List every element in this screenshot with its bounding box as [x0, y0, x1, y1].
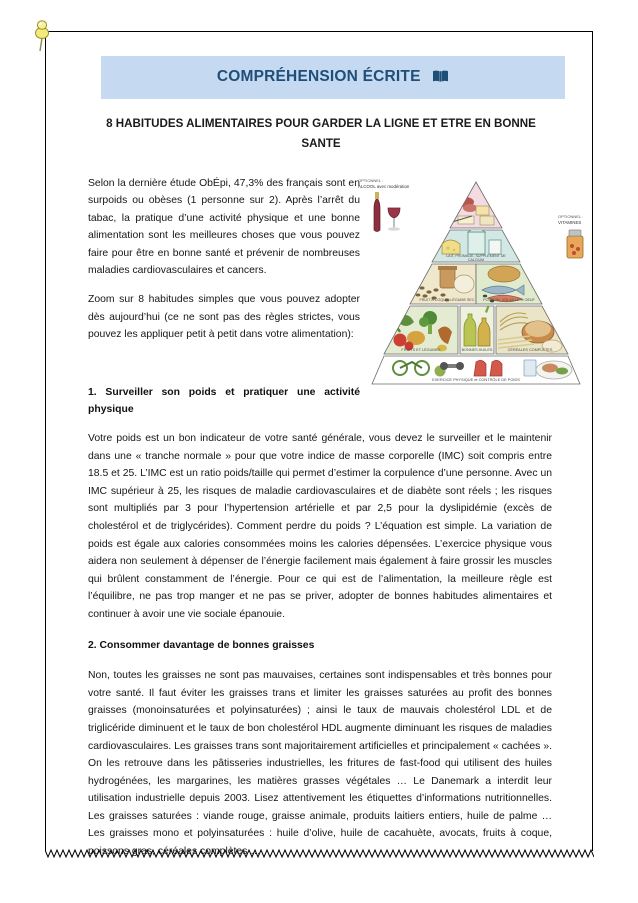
document-title: 8 HABITUDES ALIMENTAIRES POUR GARDER LA LIGNE ET ETRE EN BONNE SANTE	[106, 117, 536, 150]
svg-text:FRUIT À COQUE, LÉGUME SEC: FRUIT À COQUE, LÉGUME SEC	[419, 298, 475, 302]
header-title-text: COMPRÉHENSION ÉCRITE	[216, 67, 421, 85]
body-column	[88, 430, 552, 874]
pyramid-tier-dairy	[432, 226, 520, 262]
section-2-heading: 2. Consommer davantage de bonnes graisses	[88, 639, 315, 651]
svg-text:CALCIUM: CALCIUM	[467, 258, 485, 262]
svg-text:CÉRÉALES COMPLÈTES: CÉRÉALES COMPLÈTES	[507, 348, 553, 352]
section-1-heading: 1. Surveiller son poids et pratiquer une activité physique	[88, 387, 360, 416]
document-content	[46, 32, 592, 858]
svg-text:EXERCICE PHYSIQUE et CONTRÔLE: EXERCICE PHYSIQUE et CONTRÔLE DE POIDS	[432, 377, 520, 382]
pyramid-tier-grains	[496, 306, 568, 354]
svg-text:VITAMINES: VITAMINES	[558, 220, 582, 225]
page-title	[217, 68, 449, 88]
svg-text:OPTIONNEL :: OPTIONNEL :	[558, 214, 584, 219]
food-pyramid-image	[352, 172, 600, 404]
pyramid-side-alcohol	[358, 178, 410, 232]
svg-text:BONNES HUILES: BONNES HUILES	[461, 348, 493, 352]
section-1-paragraph-1: Votre poids est un bon indicateur de votre santé générale, vous devez le surveiller et le maintenir dans une « tranche normale » pour que votre indice de masse corporelle (IMC) soit compris entre 18.5 et 25. L’IMC est un ratio poids/taille qui permet d’estimer la corpulence d’une personne. Avec un IMC supérieur à 25, les risques de maladie cardiovasculaires et de diabète sont réels ; les risques sont multipliés par 3 pour l’hypertension artérielle et par 2,5 pour la dyslipidémie (excès de cholestérol et de triglycérides). Comment perdre du poids ? L’équation est simple. La variation de poids est égale aux calories consommées moins les calories dépensées. L’exercice physique vous aidera non seulement à dépenser de l’énergie facilement mais également à faire grossir les muscles qui brûlent constamment de l’énergie. Pour ce qui est de l’alimentation, la meilleure règle est l’équilibre, ne pas trop manger et ne pas se priver, adopter de bonnes habitudes alimentaires et continuer à avoir une vie sociale épanouie.	[88, 433, 552, 620]
pyramid-tier-proteins-right	[476, 264, 542, 304]
intro-column	[88, 175, 360, 344]
section-2-paragraph-1: Non, toutes les graisses ne sont pas mauvaises, certaines sont indispensables et très bonnes pour votre santé. Il faut éviter les graisses trans et limiter les graisses saturées au profit des bonnes graisses (monoinsaturées et polyinsaturées) ; ainsi le taux de mauvais cholestérol LDL et de triglicéride diminuent et le taux de bon cholestérol HDL augmente diminuant les risques de maladies cardiovasculaires. Les graisses trans sont majoritairement artificielles et principalement « cachées ». On les retrouve dans les pâtisseries industrielles, les fritures de fast-food qui utilisent des huiles hydrogénées, les margarines, les matières grasses végétales … Le Danemark a interdit leur utilisation industrielle depuis 2003. Lisez attentivement les étiquettes d’informations nutritionnelles. Les graisses saturées : viande rouge, graisse animale, produits laitiers entiers, huile de palme … Les graisses mono et polyinsaturées : huile d’olive, huile de cacahuète, avocats, fruits à coque, poissons gras, céréales complètes …	[88, 670, 552, 858]
intro-paragraph-1: Selon la dernière étude ObÉpi, 47,3% des français sont en surpoids ou obèses (1 personne sur 2). Après l’arrêt du tabac, la pratique d’une activité physique et une bonne alimentation sont les meilleures choses que vous pouvez faire pour être en bonne santé et prévenir de nombreuses maladies cardiovasculaires et cancers.	[88, 178, 360, 277]
pyramid-side-vitamins	[558, 214, 583, 258]
svg-text:POISSON, VOLAILLE et OEUF: POISSON, VOLAILLE et OEUF	[483, 298, 535, 302]
pyramid-tier-proteins-left	[410, 264, 476, 304]
svg-text:ALCOOL avec modération: ALCOOL avec modération	[358, 184, 410, 189]
pushpin-icon	[29, 18, 55, 52]
pyramid-tier-vegetables	[384, 306, 458, 354]
intro-paragraph-2: Zoom sur 8 habitudes simples que vous pouvez adopter dès aujourd’hui (ce ne sont pas des règles strictes, vous pouvez les appliquer petit à petit dans votre alimentation):	[88, 294, 360, 341]
pyramid-tier-oils	[460, 304, 494, 354]
pyramid-tier-apex	[450, 182, 502, 228]
pyramid-tier-base	[372, 356, 580, 384]
svg-text:FRUITS ET LÉGUMES: FRUITS ET LÉGUMES	[401, 348, 441, 352]
header-banner	[101, 56, 565, 99]
svg-text:OPTIONNEL :: OPTIONNEL :	[358, 178, 384, 183]
open-book-icon	[432, 69, 449, 88]
svg-text:LAIT, FROMAGE, SUPPLÉMENT DE: LAIT, FROMAGE, SUPPLÉMENT DE	[446, 254, 506, 258]
